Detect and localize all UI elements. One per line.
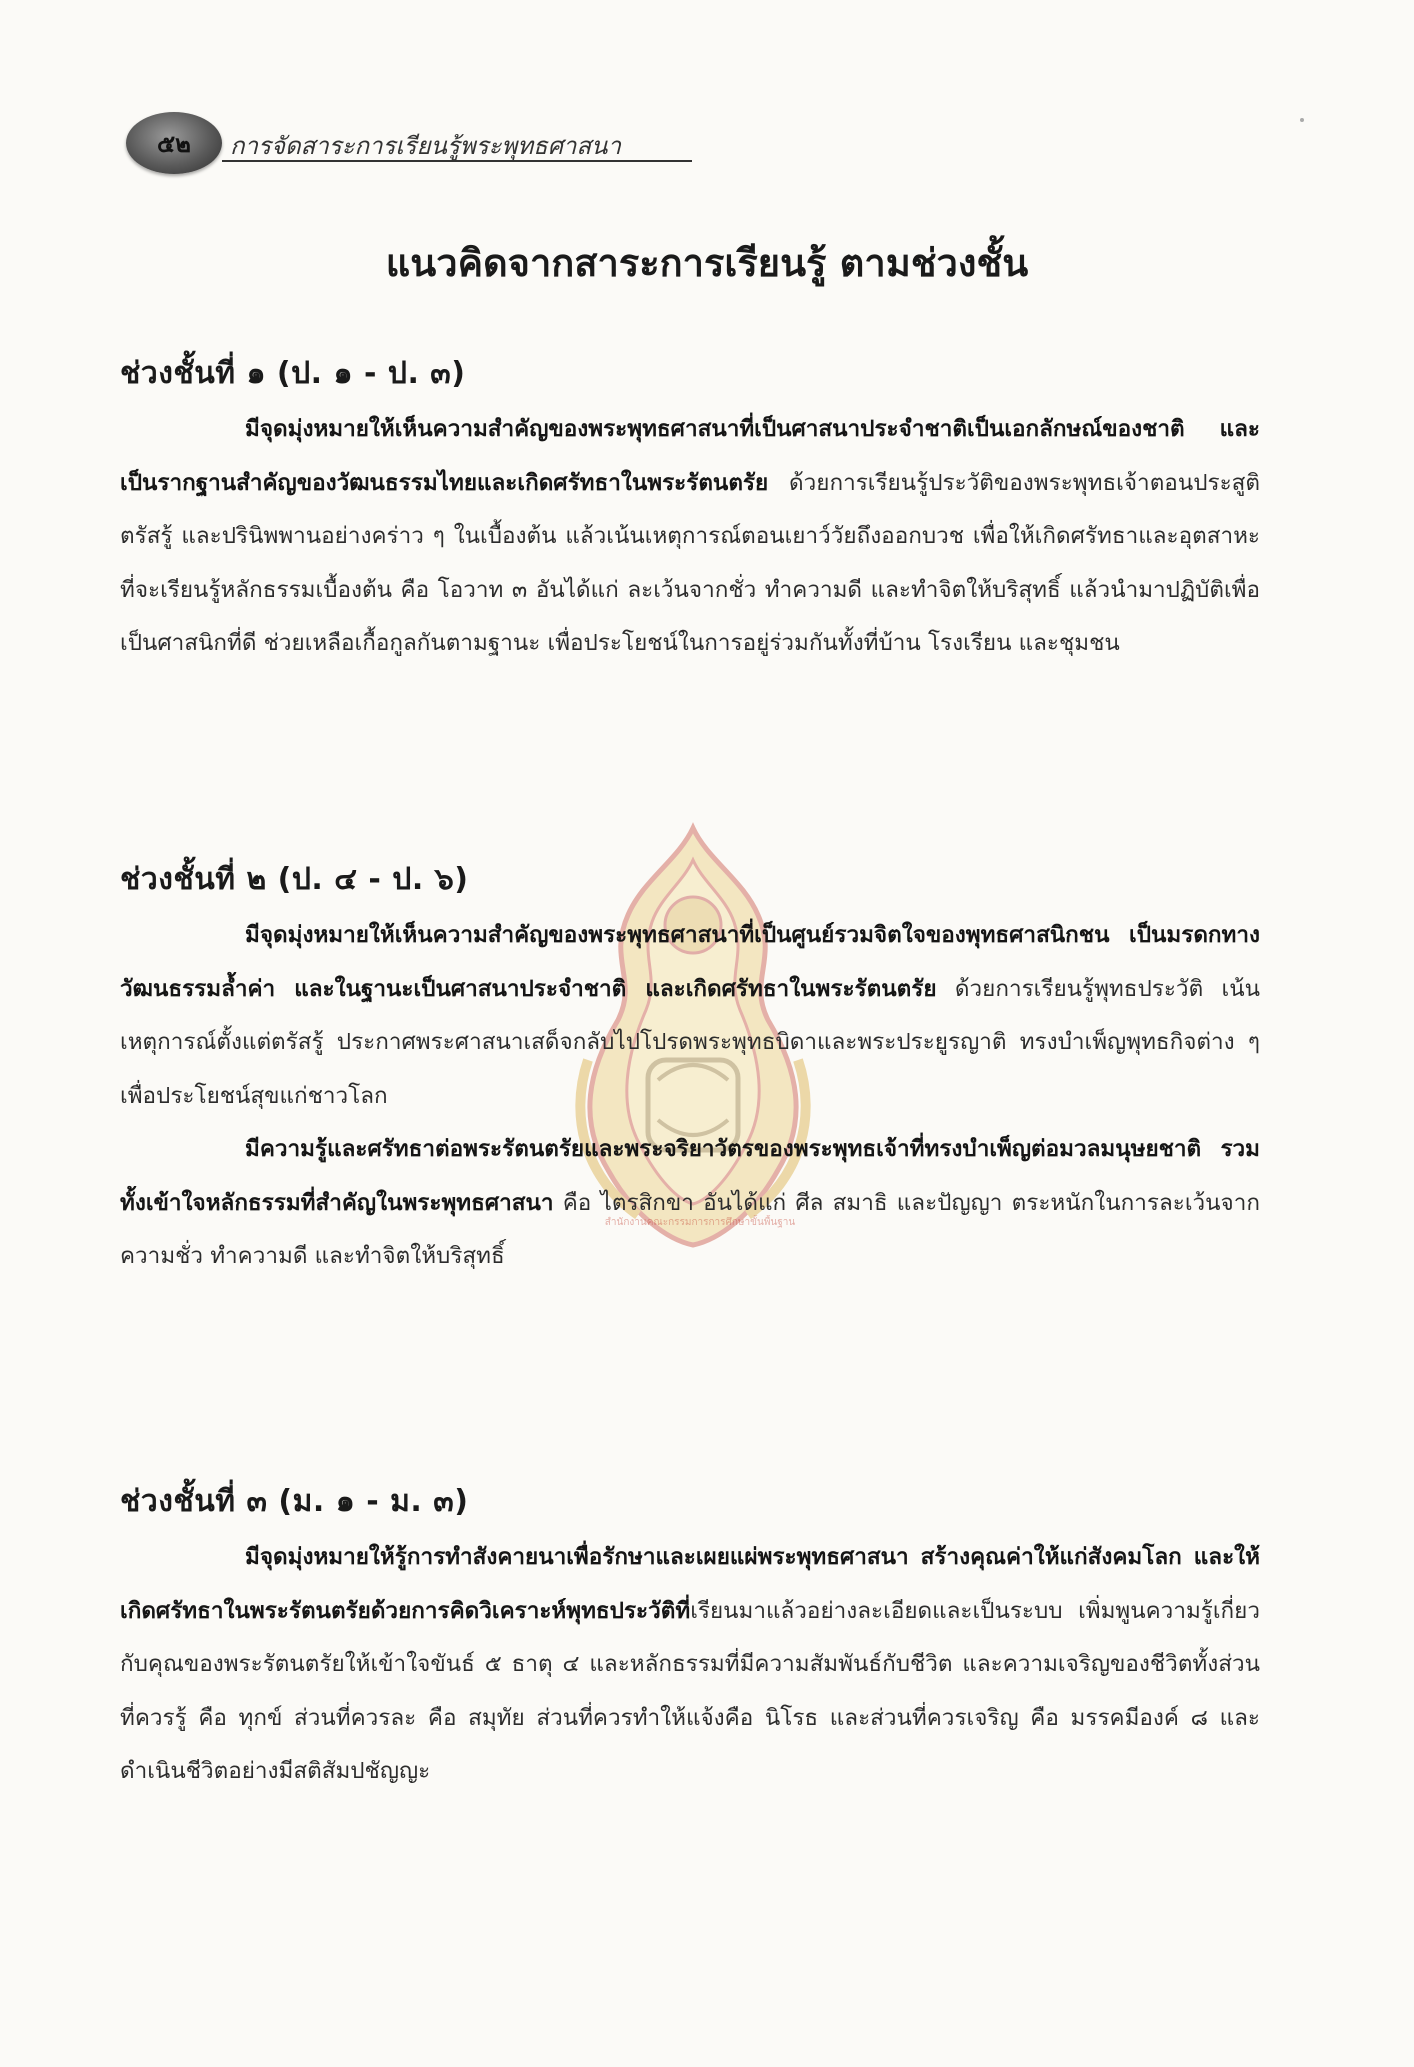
section-paragraph bbox=[120, 1123, 1260, 1284]
page-title: แนวคิดจากสาระการเรียนรู้ ตามช่วงชั้น bbox=[385, 241, 1029, 285]
header-rule bbox=[222, 160, 692, 162]
watermark-text: สำนักงานคณะกรรมการการศึกษาขั้นพื้นฐาน bbox=[604, 1217, 796, 1228]
paragraph-bold-text: มีจุดมุ่งหมายให้เห็นความสำคัญของพระพุทธศาสนาที่เป็นศูนย์รวมจิตใจของพุทธศาสนิกชน เป็นมรดกทางวัฒนธรรมล้ำค่า และในฐานะเป็นศาสนาประจำชาติ และเกิดศรัทธาในพระรัตนตรัย bbox=[120, 922, 1260, 1002]
section-heading: ช่วงชั้นที่ ๒ (ป. ๔ - ป. ๖) bbox=[120, 862, 469, 897]
section-paragraph bbox=[120, 403, 1260, 671]
paragraph-bold-text: มีจุดมุ่งหมายให้เห็นความสำคัญของพระพุทธศาสนาที่เป็นศาสนาประจำชาติเป็นเอกลักษณ์ของชาติ และเป็นรากฐานสำคัญของวัฒนธรรมไทยและเกิดศรัทธาในพระรัตนตรัย bbox=[120, 416, 1260, 496]
scan-speck bbox=[1300, 118, 1304, 122]
section-heading: ช่วงชั้นที่ ๓ (ม. ๑ - ม. ๓) bbox=[120, 1484, 469, 1519]
section-heading: ช่วงชั้นที่ ๑ (ป. ๑ - ป. ๓) bbox=[120, 356, 466, 391]
section-3 bbox=[120, 1478, 1260, 1799]
page-header bbox=[126, 112, 666, 182]
section-paragraph bbox=[120, 1531, 1260, 1799]
page-number: ๕๒ bbox=[157, 129, 191, 158]
paragraph-bold-text: มีจุดมุ่งหมายให้รู้การทำสังคายนาเพื่อรักษาและเผยแผ่พระพุทธศาสนา สร้างคุณค่าให้แก่สังคมโลก และให้เกิดศรัทธาในพระรัตนตรัยด้วยการคิดวิเคราะห์พุทธประวัติที่ bbox=[120, 1544, 1260, 1624]
section-1 bbox=[120, 350, 1260, 671]
paragraph-text: ด้วยการเรียนรู้ประวัติของพระพุทธเจ้าตอนประสูติ ตรัสรู้ และปรินิพพานอย่างคร่าว ๆ ในเบื้องต้น แล้วเน้นเหตุการณ์ตอนเยาว์วัยถึงออกบวช เพื่อให้เกิดศรัทธาและอุตสาหะที่จะเรียนรู้หลักธรรมเบื้องต้น คือ โอวาท ๓ อันได้แก่ ละเว้นจากชั่ว ทำความดี และทำจิตให้บริสุทธิ์ แล้วนำมาปฏิบัติเพื่อเป็นศาสนิกที่ดี ช่วยเหลือเกื้อกูลกันตามฐานะ เพื่อประโยชน์ในการอยู่ร่วมกันทั้งที่บ้าน โรงเรียน และชุมชน bbox=[120, 469, 1260, 656]
section-2 bbox=[120, 856, 1260, 1284]
paragraph-text: ด้วยการเรียนรู้พุทธประวัติ เน้นเหตุการณ์ตั้งแต่ตรัสรู้ ประกาศพระศาสนาเสด็จกลับไปโปรดพระพุทธบิดาและพระประยูรญาติ ทรงบำเพ็ญพุทธกิจต่าง ๆ เพื่อประโยชน์สุขแก่ชาวโลก bbox=[120, 975, 1260, 1109]
page-number-badge bbox=[126, 112, 222, 174]
paragraph-text: คือ ไตรสิกขา อันได้แก่ ศีล สมาธิ และปัญญา ตระหนักในการละเว้นจากความชั่ว ทำความดี และทำจิตให้บริสุทธิ์ bbox=[120, 1189, 1260, 1269]
paragraph-bold-text: มีความรู้และศรัทธาต่อพระรัตนตรัยและพระจริยาวัตรของพระพุทธเจ้าที่ทรงบำเพ็ญต่อมวลมนุษยชาติ รวมทั้งเข้าใจหลักธรรมที่สำคัญในพระพุทธศาสนา bbox=[120, 1136, 1260, 1216]
paragraph-text: เรียนมาแล้วอย่างละเอียดและเป็นระบบ เพิ่มพูนความรู้เกี่ยวกับคุณของพระรัตนตรัยให้เข้าใจขันธ์ ๕ ธาตุ ๔ และหลักธรรมที่มีความสัมพันธ์กับชีวิต และความเจริญของชีวิตทั้งส่วนที่ควรรู้ คือ ทุกข์ ส่วนที่ควรละ คือ สมุทัย ส่วนที่ควรทำให้แจ้งคือ นิโรธ และส่วนที่ควรเจริญ คือ มรรคมีองค์ ๘ และดำเนินชีวิตอย่างมีสติสัมปชัญญะ bbox=[120, 1597, 1260, 1784]
section-paragraph bbox=[120, 909, 1260, 1123]
running-title: การจัดสาระการเรียนรู้พระพุทธศาสนา bbox=[230, 132, 621, 160]
